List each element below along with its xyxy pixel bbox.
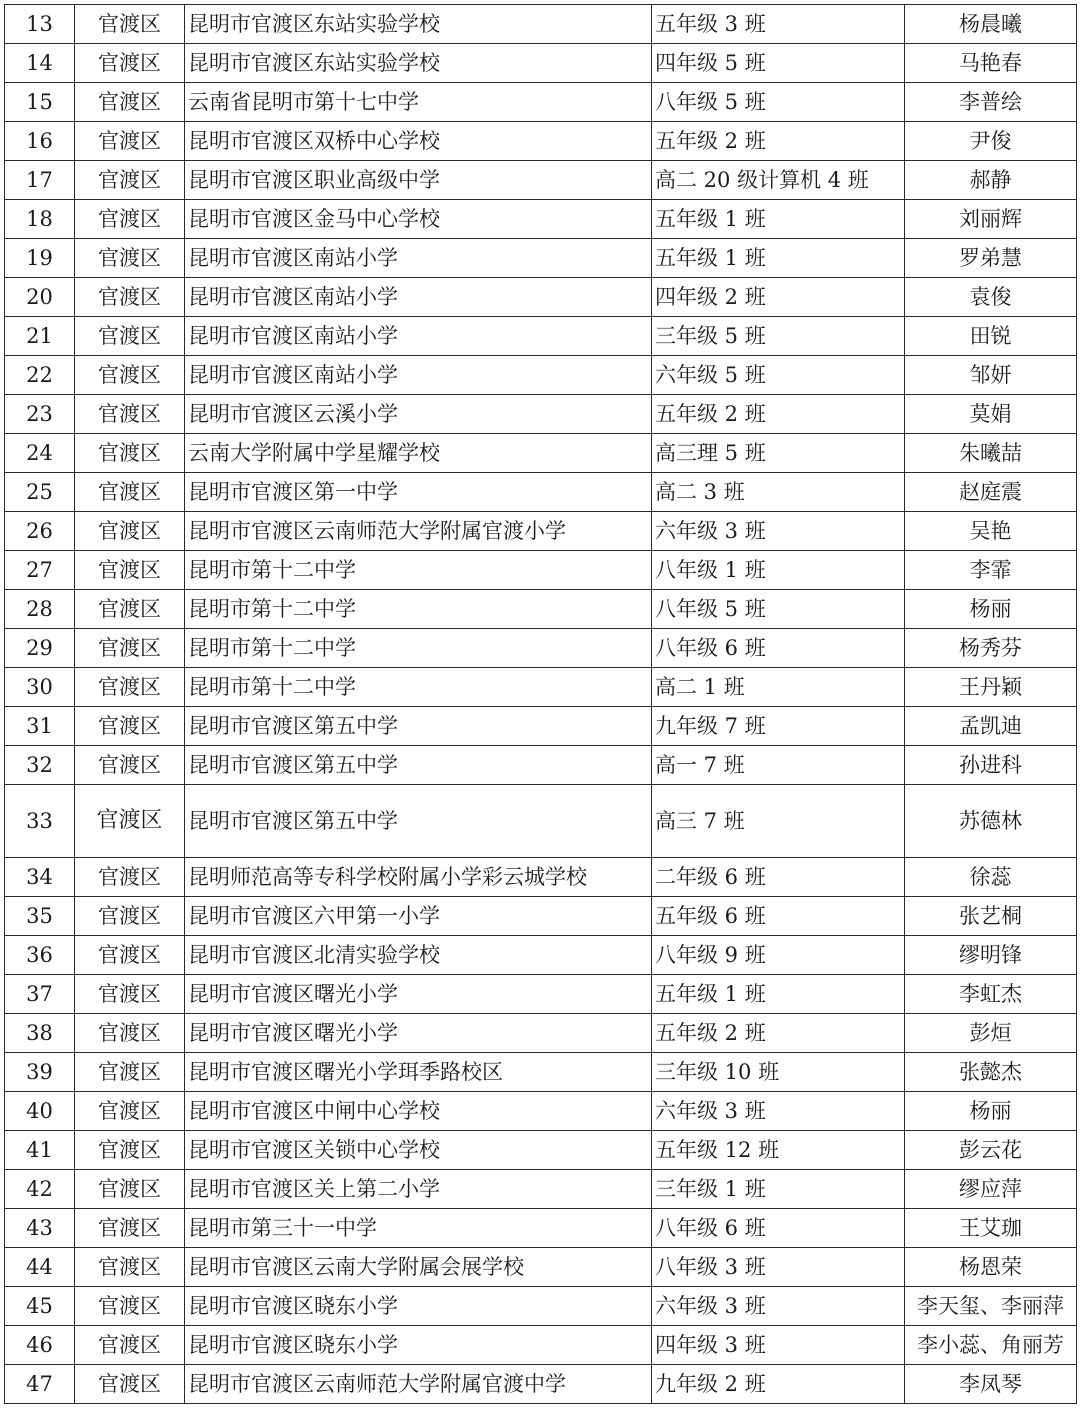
- table-row: [5, 473, 1077, 512]
- district-cell: 官渡区: [75, 897, 185, 936]
- district-cell: 官渡区: [75, 1209, 185, 1248]
- table-row: [5, 1170, 1077, 1209]
- row-number-cell: 35: [5, 897, 75, 936]
- row-number-cell: 34: [5, 858, 75, 897]
- district-cell: 官渡区: [75, 1248, 185, 1287]
- table-row: [5, 1365, 1077, 1404]
- school-cell: 昆明市官渡区中闸中心学校: [185, 1092, 652, 1131]
- teacher-name-cell: 杨秀芬: [905, 629, 1077, 668]
- class-cell: 九年级 7 班: [652, 707, 905, 746]
- row-number-cell: 29: [5, 629, 75, 668]
- district-cell: 官渡区: [75, 1326, 185, 1365]
- school-cell: 云南省昆明市第十七中学: [185, 83, 652, 122]
- class-cell: 五年级 2 班: [652, 395, 905, 434]
- district-cell: 官渡区: [75, 200, 185, 239]
- row-number-cell: 42: [5, 1170, 75, 1209]
- teacher-name-cell: 缪应萍: [905, 1170, 1077, 1209]
- school-cell: 昆明市官渡区职业高级中学: [185, 161, 652, 200]
- teacher-name-cell: 彭云花: [905, 1131, 1077, 1170]
- school-cell: 昆明市官渡区曙光小学珥季路校区: [185, 1053, 652, 1092]
- table-row: [5, 434, 1077, 473]
- table-row: [5, 975, 1077, 1014]
- row-number-cell: 32: [5, 746, 75, 785]
- row-number-cell: 17: [5, 161, 75, 200]
- teacher-name-cell: 朱曦喆: [905, 434, 1077, 473]
- district-cell: 官渡区: [75, 1287, 185, 1326]
- school-cell: 昆明市官渡区六甲第一小学: [185, 897, 652, 936]
- school-cell: 昆明市第十二中学: [185, 668, 652, 707]
- table-row: [5, 668, 1077, 707]
- school-cell: 昆明市官渡区南站小学: [185, 356, 652, 395]
- teacher-name-cell: 杨晨曦: [905, 5, 1077, 44]
- district-cell: 官渡区: [75, 44, 185, 83]
- teacher-name-cell: 彭烜: [905, 1014, 1077, 1053]
- school-cell: 昆明市官渡区第五中学: [185, 707, 652, 746]
- row-number-cell: 39: [5, 1053, 75, 1092]
- table-row: [5, 239, 1077, 278]
- class-cell: 六年级 5 班: [652, 356, 905, 395]
- teacher-name-cell: 王艾珈: [905, 1209, 1077, 1248]
- table-row: [5, 1287, 1077, 1326]
- teacher-name-cell: 徐蕊: [905, 858, 1077, 897]
- class-cell: 八年级 5 班: [652, 590, 905, 629]
- district-cell: 官渡区: [75, 707, 185, 746]
- district-cell: 官渡区: [75, 551, 185, 590]
- row-number-cell: 25: [5, 473, 75, 512]
- teacher-name-cell: 尹俊: [905, 122, 1077, 161]
- row-number-cell: 16: [5, 122, 75, 161]
- district-cell: 官渡区: [75, 629, 185, 668]
- table-row: [5, 590, 1077, 629]
- table-row: [5, 785, 1077, 858]
- district-cell: 官渡区: [75, 122, 185, 161]
- school-cell: 昆明市官渡区双桥中心学校: [185, 122, 652, 161]
- row-number-cell: 21: [5, 317, 75, 356]
- class-cell: 五年级 6 班: [652, 897, 905, 936]
- district-cell: 官渡区: [75, 936, 185, 975]
- row-number-cell: 31: [5, 707, 75, 746]
- row-number-cell: 20: [5, 278, 75, 317]
- school-cell: 昆明市官渡区金马中心学校: [185, 200, 652, 239]
- school-cell: 昆明市第十二中学: [185, 551, 652, 590]
- class-cell: 四年级 2 班: [652, 278, 905, 317]
- teacher-name-cell: 杨丽: [905, 1092, 1077, 1131]
- district-cell: 官渡区: [75, 1092, 185, 1131]
- class-cell: 高一 7 班: [652, 746, 905, 785]
- school-cell: 昆明市官渡区第五中学: [185, 746, 652, 785]
- district-cell: 官渡区: [75, 785, 185, 858]
- teacher-name-cell: 李小蕊、角丽芳: [905, 1326, 1077, 1365]
- class-cell: 三年级 1 班: [652, 1170, 905, 1209]
- table-row: [5, 395, 1077, 434]
- class-cell: 五年级 3 班: [652, 5, 905, 44]
- table-row: [5, 83, 1077, 122]
- class-cell: 高三 7 班: [652, 785, 905, 858]
- district-cell: 官渡区: [75, 590, 185, 629]
- row-number-cell: 40: [5, 1092, 75, 1131]
- table-row: [5, 1131, 1077, 1170]
- school-cell: 昆明市官渡区东站实验学校: [185, 44, 652, 83]
- table-row: [5, 161, 1077, 200]
- table-row: [5, 317, 1077, 356]
- table-row: [5, 122, 1077, 161]
- table-row: [5, 5, 1077, 44]
- teacher-name-cell: 杨丽: [905, 590, 1077, 629]
- teacher-name-cell: 李虹杰: [905, 975, 1077, 1014]
- table-body: [5, 5, 1077, 1404]
- class-cell: 高三理 5 班: [652, 434, 905, 473]
- class-cell: 五年级 2 班: [652, 122, 905, 161]
- school-cell: 昆明市官渡区北清实验学校: [185, 936, 652, 975]
- district-cell: 官渡区: [75, 1170, 185, 1209]
- class-cell: 六年级 3 班: [652, 1287, 905, 1326]
- table-row: [5, 1326, 1077, 1365]
- school-cell: 昆明市官渡区第一中学: [185, 473, 652, 512]
- school-cell: 昆明市官渡区晓东小学: [185, 1287, 652, 1326]
- table-row: [5, 746, 1077, 785]
- teacher-name-cell: 邹妍: [905, 356, 1077, 395]
- table-row: [5, 551, 1077, 590]
- teacher-list-table: [4, 4, 1077, 1404]
- table-row: [5, 858, 1077, 897]
- row-number-cell: 18: [5, 200, 75, 239]
- district-cell: 官渡区: [75, 434, 185, 473]
- class-cell: 四年级 3 班: [652, 1326, 905, 1365]
- school-cell: 昆明市官渡区南站小学: [185, 317, 652, 356]
- teacher-name-cell: 吴艳: [905, 512, 1077, 551]
- table-row: [5, 278, 1077, 317]
- district-cell: 官渡区: [75, 746, 185, 785]
- table-row: [5, 512, 1077, 551]
- teacher-name-cell: 孟凯迪: [905, 707, 1077, 746]
- teacher-name-cell: 罗弟慧: [905, 239, 1077, 278]
- teacher-name-cell: 袁俊: [905, 278, 1077, 317]
- district-cell: 官渡区: [75, 668, 185, 707]
- table-row: [5, 44, 1077, 83]
- row-number-cell: 15: [5, 83, 75, 122]
- district-cell: 官渡区: [75, 278, 185, 317]
- district-cell: 官渡区: [75, 1014, 185, 1053]
- teacher-name-cell: 孙进科: [905, 746, 1077, 785]
- class-cell: 八年级 1 班: [652, 551, 905, 590]
- district-cell: 官渡区: [75, 975, 185, 1014]
- school-cell: 昆明市官渡区关上第二小学: [185, 1170, 652, 1209]
- school-cell: 昆明市官渡区云南师范大学附属官渡小学: [185, 512, 652, 551]
- district-cell: 官渡区: [75, 356, 185, 395]
- teacher-name-cell: 郝静: [905, 161, 1077, 200]
- table-row: [5, 200, 1077, 239]
- row-number-cell: 13: [5, 5, 75, 44]
- class-cell: 高二 1 班: [652, 668, 905, 707]
- district-cell: 官渡区: [75, 5, 185, 44]
- school-cell: 昆明市官渡区云南大学附属会展学校: [185, 1248, 652, 1287]
- school-cell: 昆明市官渡区第五中学: [185, 785, 652, 858]
- class-cell: 六年级 3 班: [652, 1092, 905, 1131]
- teacher-name-cell: 李霏: [905, 551, 1077, 590]
- row-number-cell: 23: [5, 395, 75, 434]
- district-cell: 官渡区: [75, 395, 185, 434]
- row-number-cell: 24: [5, 434, 75, 473]
- class-cell: 五年级 2 班: [652, 1014, 905, 1053]
- row-number-cell: 36: [5, 936, 75, 975]
- teacher-name-cell: 张懿杰: [905, 1053, 1077, 1092]
- table-row: [5, 707, 1077, 746]
- row-number-cell: 37: [5, 975, 75, 1014]
- teacher-name-cell: 田锐: [905, 317, 1077, 356]
- district-cell: 官渡区: [75, 1053, 185, 1092]
- row-number-cell: 46: [5, 1326, 75, 1365]
- row-number-cell: 14: [5, 44, 75, 83]
- class-cell: 高二 20 级计算机 4 班: [652, 161, 905, 200]
- row-number-cell: 43: [5, 1209, 75, 1248]
- teacher-name-cell: 李天玺、李丽萍: [905, 1287, 1077, 1326]
- school-cell: 昆明市官渡区晓东小学: [185, 1326, 652, 1365]
- school-cell: 昆明市官渡区云溪小学: [185, 395, 652, 434]
- district-cell: 官渡区: [75, 239, 185, 278]
- teacher-name-cell: 赵庭震: [905, 473, 1077, 512]
- row-number-cell: 38: [5, 1014, 75, 1053]
- table-row: [5, 1014, 1077, 1053]
- row-number-cell: 22: [5, 356, 75, 395]
- district-cell: 官渡区: [75, 858, 185, 897]
- school-cell: 昆明市官渡区关锁中心学校: [185, 1131, 652, 1170]
- school-cell: 昆明市官渡区曙光小学: [185, 1014, 652, 1053]
- teacher-name-cell: 缪明锋: [905, 936, 1077, 975]
- district-cell: 官渡区: [75, 161, 185, 200]
- school-cell: 昆明市官渡区云南师范大学附属官渡中学: [185, 1365, 652, 1404]
- table-row: [5, 356, 1077, 395]
- teacher-name-cell: 杨恩荣: [905, 1248, 1077, 1287]
- table-row: [5, 629, 1077, 668]
- table-row: [5, 1092, 1077, 1131]
- school-cell: 昆明市官渡区曙光小学: [185, 975, 652, 1014]
- teacher-name-cell: 莫娟: [905, 395, 1077, 434]
- school-cell: 昆明市官渡区东站实验学校: [185, 5, 652, 44]
- row-number-cell: 41: [5, 1131, 75, 1170]
- row-number-cell: 45: [5, 1287, 75, 1326]
- table-row: [5, 1209, 1077, 1248]
- class-cell: 五年级 1 班: [652, 239, 905, 278]
- row-number-cell: 27: [5, 551, 75, 590]
- district-cell: 官渡区: [75, 1365, 185, 1404]
- school-cell: 昆明市第十二中学: [185, 590, 652, 629]
- class-cell: 九年级 2 班: [652, 1365, 905, 1404]
- row-number-cell: 30: [5, 668, 75, 707]
- district-cell: 官渡区: [75, 317, 185, 356]
- table-row: [5, 897, 1077, 936]
- teacher-name-cell: 苏德林: [905, 785, 1077, 858]
- teacher-name-cell: 王丹颖: [905, 668, 1077, 707]
- row-number-cell: 47: [5, 1365, 75, 1404]
- row-number-cell: 19: [5, 239, 75, 278]
- class-cell: 八年级 6 班: [652, 1209, 905, 1248]
- class-cell: 八年级 9 班: [652, 936, 905, 975]
- district-cell: 官渡区: [75, 83, 185, 122]
- class-cell: 八年级 3 班: [652, 1248, 905, 1287]
- district-cell: 官渡区: [75, 473, 185, 512]
- class-cell: 八年级 5 班: [652, 83, 905, 122]
- teacher-name-cell: 李凤琴: [905, 1365, 1077, 1404]
- school-cell: 昆明市官渡区南站小学: [185, 239, 652, 278]
- class-cell: 五年级 1 班: [652, 975, 905, 1014]
- table-row: [5, 936, 1077, 975]
- teacher-name-cell: 李普绘: [905, 83, 1077, 122]
- document-sheet: [4, 4, 1076, 1404]
- class-cell: 四年级 5 班: [652, 44, 905, 83]
- row-number-cell: 28: [5, 590, 75, 629]
- school-cell: 昆明市第三十一中学: [185, 1209, 652, 1248]
- row-number-cell: 26: [5, 512, 75, 551]
- district-cell: 官渡区: [75, 1131, 185, 1170]
- table-row: [5, 1053, 1077, 1092]
- school-cell: 昆明师范高等专科学校附属小学彩云城学校: [185, 858, 652, 897]
- class-cell: 五年级 1 班: [652, 200, 905, 239]
- school-cell: 昆明市官渡区南站小学: [185, 278, 652, 317]
- row-number-cell: 44: [5, 1248, 75, 1287]
- teacher-name-cell: 刘丽辉: [905, 200, 1077, 239]
- teacher-name-cell: 马艳春: [905, 44, 1077, 83]
- school-cell: 云南大学附属中学星耀学校: [185, 434, 652, 473]
- district-cell: 官渡区: [75, 512, 185, 551]
- teacher-name-cell: 张艺桐: [905, 897, 1077, 936]
- table-row: [5, 1248, 1077, 1287]
- row-number-cell: 33: [5, 785, 75, 858]
- school-cell: 昆明市第十二中学: [185, 629, 652, 668]
- class-cell: 高二 3 班: [652, 473, 905, 512]
- class-cell: 五年级 12 班: [652, 1131, 905, 1170]
- class-cell: 六年级 3 班: [652, 512, 905, 551]
- class-cell: 三年级 5 班: [652, 317, 905, 356]
- class-cell: 八年级 6 班: [652, 629, 905, 668]
- class-cell: 二年级 6 班: [652, 858, 905, 897]
- class-cell: 三年级 10 班: [652, 1053, 905, 1092]
